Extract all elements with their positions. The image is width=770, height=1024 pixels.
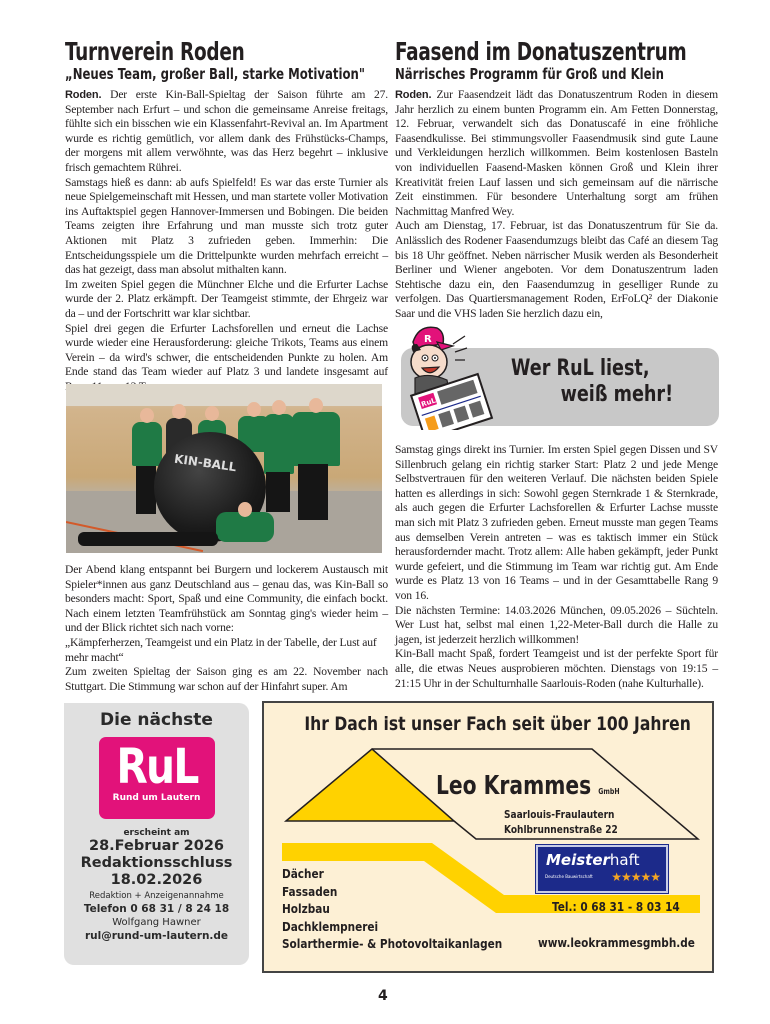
paragraph: Roden. Zur Faasendzeit lädt das Donatuszentrum Roden in diesem Jahr herzlich zu einem bunten Programm ein. Am Fetten Donnerstag, 12. Februar, verwandelt sich das Donatuscafé in eine fröhliche Faasendkulisse. Bei stimmungsvoller Faasendmusik sind gute Laune und Verkleidungen herzlich willkommen. Beim kostenlosen Basteln von individuellen Faasend-Masken können Groß und Klein ihrer Kreativität freien Lauf lassen und sich gemeinsam auf die närrische Zeit einstimmen. Für besondere Unterhaltung sorgt am frühen Nachmittag Manfred Wey.: [395, 88, 718, 218]
photo-person-legs: [78, 532, 218, 546]
article-body: [395, 88, 718, 322]
paragraph: Der Abend klang entspannt bei Burgern und lockerem Austausch mit Spieler*innen aus ganz Deutschland aus – genau das, was Kin-Ball so besonders macht: Sport, Spaß und eine Community, die einfach bockt. Nach einem letzten Teamfrühstück am Sonntag ging's wieder heim – und der Blick richtet sich nach vorne:: [65, 563, 388, 635]
rul-logo: [99, 737, 215, 819]
rul-logo-subtitle: Rund um Lautern: [112, 793, 201, 803]
photo-person: [264, 414, 294, 474]
company-address: Saarlouis-Fraulautern Kohlbrunnenstraße 22: [504, 808, 618, 836]
article-body: [65, 88, 388, 394]
photo-person-lying: [216, 512, 274, 542]
paragraph: Samstags hieß es dann: ab aufs Spielfeld! Es war das erste Turnier als neue Spielgemeinschaft mit Hessen, und man startete voller Motivation ins Auftaktspiel gegen Hannover-Immersen und Bobingen. Die beiden Teams zeigten ihre Erfahrung und man musste sich trotz guter Aktionen mit Platz 3 zufrieden geben. Immerhin: Die Entscheidungsspiele um die Drittelpunkte wurden mehrfach erreicht – das hat gezeigt, dass man absolut mithalten kann.: [65, 175, 388, 277]
deadline-label: Redaktionsschluss: [80, 855, 233, 871]
krammes-ad: [262, 701, 714, 973]
company-phone: Tel.: 0 68 31 - 8 03 14: [552, 899, 680, 914]
paragraph: Auch am Dienstag, 17. Februar, ist das Donatuszentrum für Sie da. Anlässlich des Rodener Faasendumzugs bleibt das Café an diesem Tag bis 18 Uhr geöffnet. Neben närrischer Musik werden als Besonderheit Berliner und Wiener angeboten. Vor dem Donatuszentrum laden Stehtische dazu ein, den Faasendumzug in geselliger Runde zu verfolgen. Das Quartiersmanagement Roden, ErFoLQ² der Diakonie Saar und die VHS laden Sie herzlich dazu ein,: [395, 219, 718, 320]
photo-person: [132, 422, 162, 466]
lead-place: Roden.: [65, 89, 102, 101]
appears-date: 28.Februar 2026: [88, 838, 225, 854]
photo-person-legs: [136, 466, 156, 514]
service-item: Holzbau: [282, 901, 330, 916]
article-subheadline: Närrisches Programm für Groß und Klein: [395, 65, 664, 83]
paragraph: Kin-Ball macht Spaß, fordert Teamgeist und ist der perfekte Sport für alle, die etwas Neues ausprobieren möchten. Dienstags von 19:15 – 21:15 Uhr in der Schulturnhalle Saarlouis-Roden (nahe Kulturhalle).: [395, 647, 718, 690]
paragraph: „Kämpferherzen, Teamgeist und ein Platz in der Tabelle, der Lust auf mehr macht“: [65, 635, 377, 664]
rul-logo-text: RuL: [115, 739, 198, 795]
article-turnverein-continued-right: [395, 443, 718, 691]
paragraph: Samstag gings direkt ins Turnier. Im ersten Spiel gegen Dissen und SV Sillenbruch gelang ein richtig starker Start: Platz 2 und jede Menge Selbstvertrauen für den weiteren Verlauf. Die nächsten beiden Spiele hatten es allerdings in sich: Sowohl gegen Sternkrade 1 & Sternkrade, als auch gegen die Erfurter Lachsforellen & Erfurter Lachse musste man sich mit Platz 3 zufrieden geben. Erneut musste man gegen Teams aus demselben Verein antreten – was es taktisch immer ein Stück herausfordernder macht. Trotz allem: Alle haben gekämpft, jeder Punkt wurde gefeiert, und die Stimmung im Team war richtig gut. Am Ende wurde es Platz 13 von 16 Teams – und in der Gesamttabelle Rang 9 von 16.: [395, 443, 718, 602]
banner-slogan: [511, 356, 673, 408]
paragraph: Zum zweiten Spieltag der Saison ging es am 22. November nach Stuttgart. Die Stimmung war schon auf der Hinfahrt super. Am: [65, 665, 388, 693]
kin-ball-label: KIN-BALL: [173, 451, 238, 475]
rul-promo-banner: [395, 322, 721, 430]
lead-place: Roden.: [395, 89, 432, 101]
company-suffix: GmbH: [598, 787, 620, 796]
service-item: Solarthermie- & Photovoltaikanlagen: [282, 936, 503, 951]
services-list: [282, 865, 502, 953]
paragraph: Roden. Der erste Kin-Ball-Spieltag der Saison führte am 27. September nach Erfurt – und schon die gemeinsame Anreise freitags, fühlte sich ein bisschen wie ein Klassenfahrt-Revival an. Im Apartment wurde es richtig gemütlich, vor allem dank des Frühstücks-Champs, der morgens mit allem verwöhnte, was das Herz begehrt – inklusive frisch gemachtem Rührei.: [65, 88, 388, 174]
ad-tagline: Ihr Dach ist unser Fach seit über 100 Jahren: [304, 713, 691, 735]
newspaper-boy-illustration: [395, 322, 515, 430]
article-subheadline: „Neues Team, großer Ball, starke Motivation": [65, 65, 365, 83]
contact-name: Wolfgang Hawner: [112, 917, 201, 928]
photo-person: [292, 412, 340, 466]
contact-email[interactable]: rul@rund-um-lautern.de: [84, 930, 229, 942]
paragraph: Im zweiten Spiel gegen die Münchner Elche und die Erfurter Lachse wurde der 2. Platz erkämpft. Der Teamgeist stimmte, der Ehrgeiz war da – und der Fortschritt war klar sichtbar.: [65, 277, 388, 320]
service-item: Fassaden: [282, 883, 338, 899]
slogan-line-1: Wer RuL liest,: [511, 356, 650, 381]
article-faasend: [395, 38, 718, 322]
company-website[interactable]: www.leokrammesgmbh.de: [538, 935, 695, 950]
article-turnverein-continued: [65, 563, 388, 694]
service-item: Dächer: [282, 866, 324, 881]
paragraph: Spiel drei gegen die Erfurter Lachsforellen und erneut die Lachse wurde wieder eine Herausforderung: gleiche Trikots, Teams aus einem Verein – da wird's schwer, die entscheidenden Punkte zu holen. Am Ende stand das Team wieder auf Platz 3 und landete insgesamt auf: [65, 321, 388, 379]
cap-letter: R: [424, 334, 432, 345]
team-photo: [66, 384, 382, 553]
deadline-date: 18.02.2026: [110, 872, 203, 888]
paper-logo: RuL: [420, 396, 437, 409]
article-turnverein: [65, 38, 388, 394]
page-number: 4: [378, 988, 388, 1004]
contact-label: Redaktion + Anzeigenannahme: [89, 891, 224, 901]
article-headline: Turnverein Roden: [65, 37, 245, 66]
next-issue-title: Die nächste: [100, 710, 213, 730]
star-icons: ★★★★★: [611, 870, 660, 884]
paragraph: Die nächsten Termine: 14.03.2026 München, 09.05.2026 – Süchteln. Wer Lust hat, selbst mal einen 1,22-Meter-Ball durch die Halle zu jagen, ist jederzeit herzlich willkommen!: [395, 603, 718, 646]
meisterhaft-badge: Meisterhaft Deutsche Bauwirtschaft ★★★★★: [536, 845, 668, 893]
photo-person-legs: [266, 472, 290, 512]
service-item: Dachklempnerei: [282, 918, 379, 934]
next-issue-ad: [64, 703, 249, 965]
slogan-line-2: weiß mehr!: [560, 382, 674, 407]
photo-wall: [66, 384, 382, 406]
article-headline: Faasend im Donatuszentrum: [395, 37, 687, 66]
company-name: Leo Krammes GmbH: [436, 771, 620, 801]
appears-label: erscheint am: [123, 828, 190, 838]
contact-phone: Telefon 0 68 31 / 8 24 18: [83, 903, 230, 915]
photo-person-legs: [298, 464, 328, 520]
